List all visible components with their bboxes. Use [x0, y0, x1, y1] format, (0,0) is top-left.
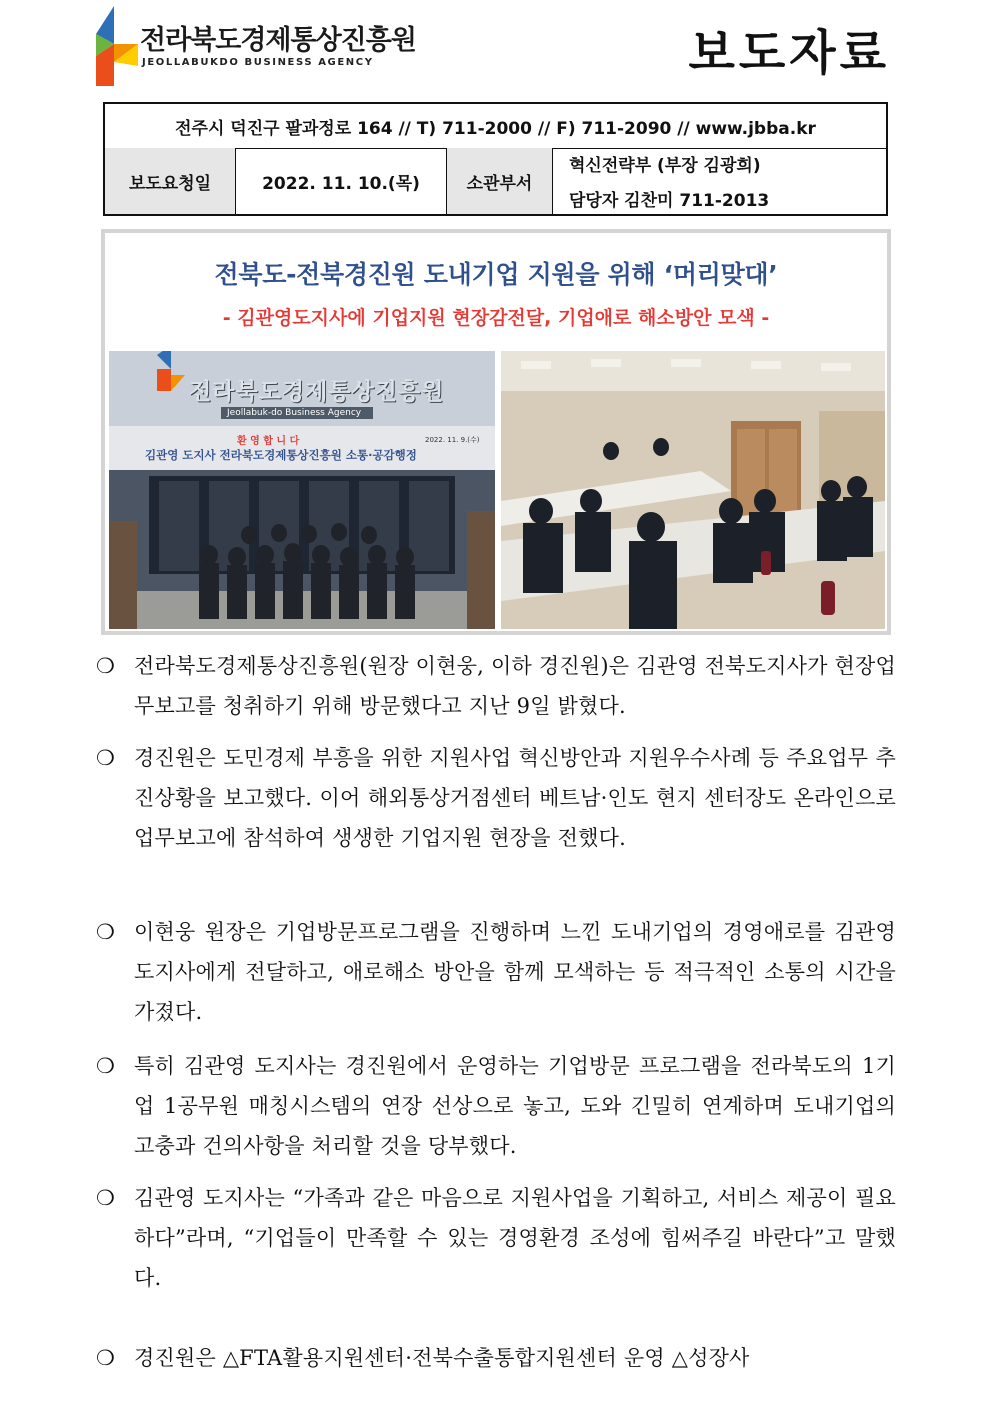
request-date: 2022. 11. 10.(목) [236, 148, 447, 214]
manager-contact: 담당자 김찬미 711-2013 [569, 191, 770, 211]
paragraph-6 [96, 1338, 896, 1378]
meeting-photo [501, 351, 885, 629]
banner-date: 2022. 11. 9.(수) [425, 436, 480, 444]
bullet-symbol: ❍ [96, 654, 115, 678]
paragraph-text: 김관영 도지사는 “가족과 같은 마음으로 지원사업을 기획하고, 서비스 제공이 필요하다”라며, “기업들이 만족할 수 있는 경영환경 조성에 힘써주길 바란다”고 말했다. [134, 1186, 896, 1290]
contact-line: 전주시 덕진구 팔과정로 164 // T) 711-2000 // F) 711-2090 // www.jbba.kr [105, 104, 886, 149]
department-label: 소관부서 [447, 148, 553, 214]
bullet-symbol: ❍ [96, 1346, 115, 1370]
bullet-symbol: ❍ [96, 746, 115, 770]
org-logo [94, 4, 416, 88]
group-photo [109, 351, 495, 629]
building-sign-en: Jeollabuk-do Business Agency [227, 408, 362, 418]
org-name-en: JEOLLABUKDO BUSINESS AGENCY [142, 57, 374, 68]
paragraph-text: 경진원은 △FTA활용지원센터·전북수출통합지원센터 운영 △성장사 [134, 1346, 750, 1370]
headline-box [101, 229, 891, 635]
org-logo-icon [94, 4, 140, 88]
paragraph-2 [96, 738, 896, 858]
building-sign-ko: 전라북도경제통상진흥원 [189, 379, 445, 405]
department-name: 혁신전략부 (부장 김광희) [569, 156, 761, 176]
info-row [105, 148, 886, 214]
document-type-title: 보도자료 [688, 25, 890, 81]
department-contact [553, 148, 886, 214]
paragraph-text: 이현웅 원장은 기업방문프로그램을 진행하며 느낀 도내기업의 경영애로를 김관영도지사에게 전달하고, 애로해소 방안을 함께 모색하는 등 적극적인 소통의 시간을 가졌다. [134, 920, 896, 1024]
paragraph-4 [96, 1046, 896, 1166]
org-name-ko: 전라북도경제통상진흥원 [140, 25, 416, 56]
paragraph-3 [96, 912, 896, 1032]
request-date-label: 보도요청일 [105, 148, 236, 214]
headline-subtitle: - 김관영도지사에 기업지원 현장감전달, 기업애로 해소방안 모색 - [222, 307, 770, 329]
paragraph-1 [96, 646, 896, 726]
bullet-symbol: ❍ [96, 920, 115, 944]
paragraph-text: 특히 김관영 도지사는 경진원에서 운영하는 기업방문 프로그램을 전라북도의 1기업 1공무원 매칭시스템의 연장 선상으로 놓고, 도와 긴밀히 연계하며 도내기업의 고충과 건의사항을 처리할 것을 당부했다. [134, 1054, 896, 1158]
banner-text: 김관영 도지사 전라북도경제통상진흥원 소통·공감행정 [145, 448, 417, 462]
paragraph-text: 전라북도경제통상진흥원(원장 이현웅, 이하 경진원)은 김관영 전북도지사가 현장업무보고를 청취하기 위해 방문했다고 지난 9일 밝혔다. [134, 654, 896, 718]
bullet-symbol: ❍ [96, 1186, 115, 1210]
headline-title: 전북도-전북경진원 도내기업 지원을 위해 ‘머리맞대’ [214, 260, 778, 289]
info-table [103, 102, 888, 216]
paragraph-5 [96, 1178, 896, 1298]
bullet-symbol: ❍ [96, 1054, 115, 1078]
banner-welcome: 환 영 합 니 다 [237, 436, 300, 447]
paragraph-text: 경진원은 도민경제 부흥을 위한 지원사업 혁신방안과 지원우수사례 등 주요업무 추진상황을 보고했다. 이어 해외통상거점센터 베트남·인도 현지 센터장도 온라인으로 업무보고에 참석하여 생생한 기업지원 현장을 전했다. [134, 746, 896, 850]
